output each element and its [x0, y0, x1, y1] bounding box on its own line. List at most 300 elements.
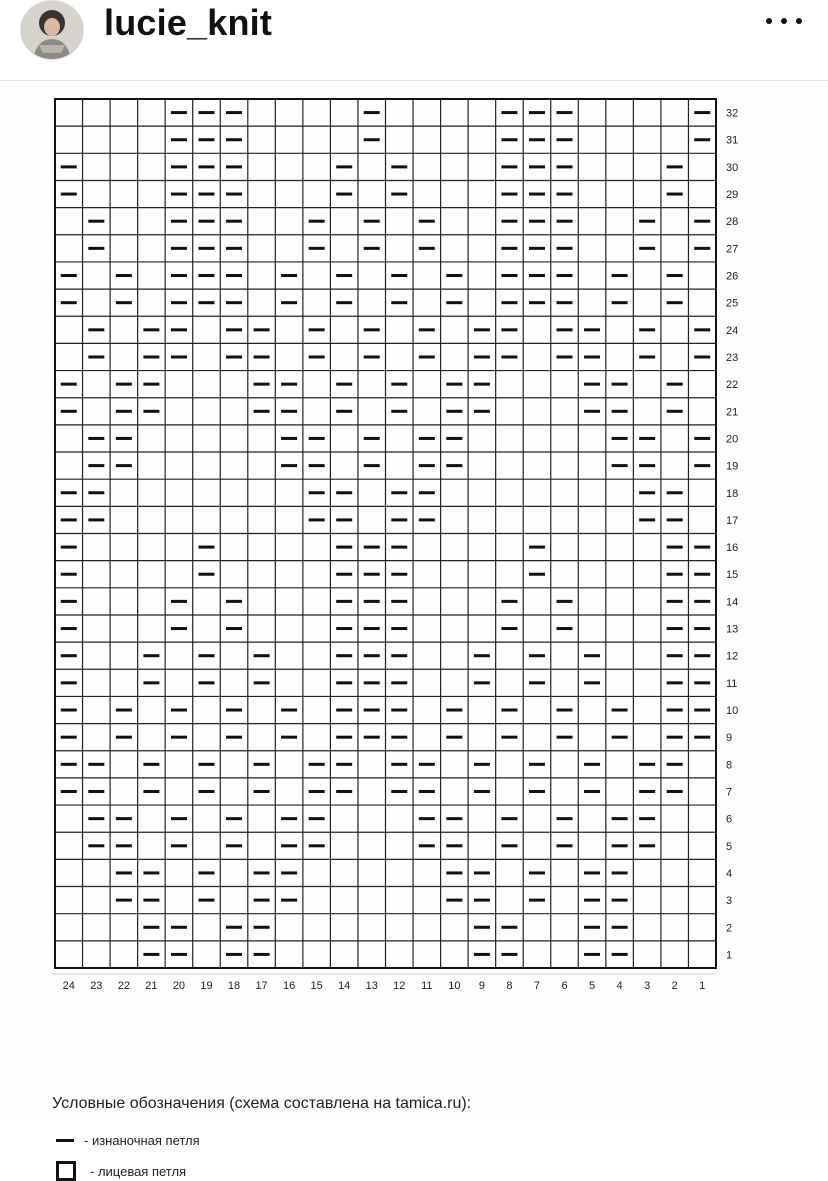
- purl-stitch-mark: [61, 193, 77, 196]
- purl-stitch-mark: [667, 681, 683, 684]
- legend-knit: [56, 1161, 186, 1181]
- purl-stitch-mark: [474, 410, 490, 413]
- purl-stitch-mark: [612, 437, 628, 440]
- purl-stitch-mark: [171, 165, 187, 168]
- purl-stitch-mark: [254, 899, 270, 902]
- purl-stitch-mark: [529, 654, 545, 657]
- avatar-image: [21, 1, 83, 59]
- purl-stitch-mark: [419, 790, 435, 793]
- purl-stitch-mark: [694, 247, 710, 250]
- purl-stitch-mark: [88, 464, 104, 467]
- purl-stitch-mark: [281, 899, 297, 902]
- purl-stitch-mark: [143, 383, 159, 386]
- purl-stitch-mark: [116, 383, 132, 386]
- purl-stitch-mark: [557, 817, 573, 820]
- purl-stitch-mark: [116, 899, 132, 902]
- purl-stitch-mark: [336, 193, 352, 196]
- purl-stitch-mark: [667, 709, 683, 712]
- column-label: 17: [255, 980, 268, 992]
- purl-stitch-mark: [254, 355, 270, 358]
- purl-stitch-mark: [446, 736, 462, 739]
- purl-stitch-mark: [309, 491, 325, 494]
- purl-stitch-mark: [501, 736, 517, 739]
- purl-stitch-mark: [557, 165, 573, 168]
- row-label: 27: [726, 243, 739, 256]
- purl-stitch-mark: [557, 736, 573, 739]
- purl-stitch-mark: [557, 355, 573, 358]
- row-label: 12: [726, 650, 739, 663]
- purl-stitch-mark: [501, 301, 517, 304]
- purl-stitch-mark: [584, 383, 600, 386]
- purl-stitch-mark: [694, 138, 710, 141]
- purl-stitch-mark: [309, 790, 325, 793]
- row-label: 7: [726, 786, 733, 799]
- purl-stitch-mark: [639, 220, 655, 223]
- purl-stitch-mark: [446, 709, 462, 712]
- purl-stitch-mark: [694, 709, 710, 712]
- legend-purl: [56, 1133, 200, 1148]
- purl-stitch-mark: [419, 437, 435, 440]
- purl-stitch-mark: [61, 546, 77, 549]
- purl-stitch-mark: [254, 681, 270, 684]
- column-label: 19: [200, 980, 213, 992]
- purl-stitch-mark: [171, 817, 187, 820]
- purl-stitch-mark: [391, 193, 407, 196]
- purl-stitch-mark: [88, 817, 104, 820]
- purl-stitch-mark: [226, 328, 242, 331]
- purl-stitch-mark: [171, 274, 187, 277]
- purl-stitch-mark: [198, 763, 214, 766]
- purl-stitch-mark: [336, 790, 352, 793]
- row-label: 20: [726, 433, 739, 446]
- purl-stitch-mark: [226, 247, 242, 250]
- purl-stitch-mark: [529, 681, 545, 684]
- purl-stitch-mark: [391, 654, 407, 657]
- purl-stitch-mark: [612, 817, 628, 820]
- purl-symbol-icon: [56, 1139, 74, 1142]
- row-label: 22: [726, 379, 739, 392]
- purl-stitch-mark: [281, 437, 297, 440]
- purl-stitch-mark: [584, 654, 600, 657]
- purl-stitch-mark: [529, 790, 545, 793]
- purl-stitch-mark: [364, 328, 380, 331]
- purl-stitch-mark: [364, 111, 380, 114]
- purl-stitch-mark: [198, 193, 214, 196]
- purl-stitch-mark: [364, 573, 380, 576]
- purl-stitch-mark: [419, 844, 435, 847]
- purl-stitch-mark: [88, 491, 104, 494]
- purl-stitch-mark: [501, 953, 517, 956]
- purl-stitch-mark: [501, 274, 517, 277]
- purl-stitch-mark: [639, 464, 655, 467]
- purl-stitch-mark: [391, 681, 407, 684]
- purl-stitch-mark: [309, 518, 325, 521]
- column-label: 3: [644, 980, 651, 992]
- purl-stitch-mark: [61, 790, 77, 793]
- purl-stitch-mark: [171, 301, 187, 304]
- purl-stitch-mark: [226, 600, 242, 603]
- purl-stitch-mark: [694, 573, 710, 576]
- purl-stitch-mark: [667, 491, 683, 494]
- purl-stitch-mark: [226, 844, 242, 847]
- purl-stitch-mark: [529, 111, 545, 114]
- purl-stitch-mark: [226, 736, 242, 739]
- purl-stitch-mark: [446, 410, 462, 413]
- purl-stitch-mark: [557, 274, 573, 277]
- purl-stitch-mark: [584, 681, 600, 684]
- purl-stitch-mark: [198, 111, 214, 114]
- purl-stitch-mark: [198, 899, 214, 902]
- column-label: 5: [589, 980, 596, 992]
- purl-stitch-mark: [612, 953, 628, 956]
- purl-stitch-mark: [143, 410, 159, 413]
- row-label: 21: [726, 406, 739, 419]
- purl-stitch-mark: [474, 790, 490, 793]
- purl-stitch-mark: [198, 654, 214, 657]
- purl-stitch-mark: [639, 518, 655, 521]
- purl-stitch-mark: [501, 138, 517, 141]
- purl-stitch-mark: [501, 844, 517, 847]
- purl-stitch-mark: [88, 518, 104, 521]
- purl-stitch-mark: [61, 600, 77, 603]
- purl-stitch-mark: [501, 355, 517, 358]
- purl-stitch-mark: [364, 138, 380, 141]
- purl-stitch-mark: [309, 220, 325, 223]
- purl-stitch-mark: [667, 193, 683, 196]
- purl-stitch-mark: [364, 437, 380, 440]
- purl-stitch-mark: [529, 871, 545, 874]
- purl-stitch-mark: [391, 763, 407, 766]
- purl-stitch-mark: [143, 871, 159, 874]
- column-label: 10: [448, 980, 461, 992]
- purl-stitch-mark: [226, 220, 242, 223]
- purl-stitch-mark: [88, 790, 104, 793]
- purl-stitch-mark: [446, 899, 462, 902]
- row-label: 31: [726, 134, 739, 147]
- purl-stitch-mark: [198, 790, 214, 793]
- purl-stitch-mark: [694, 355, 710, 358]
- purl-stitch-mark: [254, 383, 270, 386]
- purl-stitch-mark: [391, 790, 407, 793]
- purl-stitch-mark: [226, 274, 242, 277]
- purl-stitch-mark: [391, 274, 407, 277]
- purl-stitch-mark: [639, 763, 655, 766]
- purl-stitch-mark: [694, 437, 710, 440]
- purl-stitch-mark: [171, 247, 187, 250]
- purl-stitch-mark: [116, 709, 132, 712]
- purl-stitch-mark: [557, 627, 573, 630]
- purl-stitch-mark: [501, 193, 517, 196]
- purl-stitch-mark: [501, 817, 517, 820]
- purl-stitch-mark: [61, 681, 77, 684]
- purl-stitch-mark: [639, 328, 655, 331]
- purl-stitch-mark: [226, 953, 242, 956]
- purl-stitch-mark: [584, 763, 600, 766]
- purl-stitch-mark: [419, 518, 435, 521]
- purl-stitch-mark: [501, 926, 517, 929]
- row-label: 11: [726, 677, 738, 690]
- dot: [796, 18, 802, 24]
- purl-stitch-mark: [309, 817, 325, 820]
- purl-stitch-mark: [143, 681, 159, 684]
- purl-stitch-mark: [171, 926, 187, 929]
- row-label: 13: [726, 623, 739, 636]
- purl-stitch-mark: [88, 220, 104, 223]
- purl-stitch-mark: [584, 926, 600, 929]
- purl-stitch-mark: [143, 899, 159, 902]
- purl-stitch-mark: [419, 763, 435, 766]
- purl-stitch-mark: [254, 953, 270, 956]
- purl-stitch-mark: [171, 953, 187, 956]
- purl-stitch-mark: [694, 464, 710, 467]
- purl-stitch-mark: [529, 220, 545, 223]
- username[interactable]: lucie_knit: [104, 2, 273, 43]
- row-label: 14: [726, 596, 739, 609]
- purl-stitch-mark: [529, 899, 545, 902]
- purl-stitch-mark: [364, 546, 380, 549]
- purl-stitch-mark: [557, 328, 573, 331]
- purl-stitch-mark: [281, 871, 297, 874]
- purl-stitch-mark: [88, 355, 104, 358]
- purl-stitch-mark: [584, 410, 600, 413]
- purl-stitch-mark: [474, 681, 490, 684]
- row-label: 5: [726, 840, 733, 853]
- purl-stitch-mark: [391, 301, 407, 304]
- purl-stitch-mark: [694, 328, 710, 331]
- purl-stitch-mark: [198, 138, 214, 141]
- row-label: 30: [726, 161, 739, 174]
- purl-stitch-mark: [419, 355, 435, 358]
- purl-stitch-mark: [639, 247, 655, 250]
- purl-stitch-mark: [281, 736, 297, 739]
- purl-stitch-mark: [198, 681, 214, 684]
- purl-stitch-mark: [667, 274, 683, 277]
- purl-stitch-mark: [557, 709, 573, 712]
- purl-stitch-mark: [143, 763, 159, 766]
- purl-stitch-mark: [667, 763, 683, 766]
- column-label: 24: [62, 980, 75, 992]
- column-label: 21: [145, 980, 158, 992]
- purl-stitch-mark: [198, 871, 214, 874]
- purl-stitch-mark: [557, 844, 573, 847]
- purl-stitch-mark: [501, 328, 517, 331]
- purl-stitch-mark: [336, 301, 352, 304]
- purl-stitch-mark: [667, 600, 683, 603]
- purl-stitch-mark: [584, 328, 600, 331]
- legend-title: Условные обозначения (схема составлена на tamica.ru):: [52, 1095, 472, 1112]
- purl-stitch-mark: [116, 410, 132, 413]
- purl-stitch-mark: [667, 410, 683, 413]
- purl-stitch-mark: [529, 546, 545, 549]
- purl-stitch-mark: [474, 926, 490, 929]
- purl-stitch-mark: [364, 709, 380, 712]
- purl-stitch-mark: [612, 871, 628, 874]
- purl-stitch-mark: [336, 600, 352, 603]
- purl-stitch-mark: [281, 383, 297, 386]
- purl-stitch-mark: [309, 328, 325, 331]
- purl-stitch-mark: [336, 383, 352, 386]
- purl-stitch-mark: [694, 546, 710, 549]
- purl-stitch-mark: [501, 165, 517, 168]
- purl-stitch-mark: [667, 573, 683, 576]
- purl-stitch-mark: [61, 491, 77, 494]
- purl-stitch-mark: [226, 817, 242, 820]
- purl-stitch-mark: [612, 844, 628, 847]
- purl-stitch-mark: [226, 301, 242, 304]
- purl-stitch-mark: [529, 247, 545, 250]
- legend-purl-label: - изнаночная петля: [84, 1133, 200, 1148]
- dot: [781, 18, 787, 24]
- purl-stitch-mark: [336, 709, 352, 712]
- purl-stitch-mark: [61, 410, 77, 413]
- purl-stitch-mark: [143, 790, 159, 793]
- purl-stitch-mark: [198, 546, 214, 549]
- purl-stitch-mark: [226, 165, 242, 168]
- purl-stitch-mark: [336, 274, 352, 277]
- dot: [766, 18, 772, 24]
- purl-stitch-mark: [281, 844, 297, 847]
- purl-stitch-mark: [529, 573, 545, 576]
- purl-stitch-mark: [171, 600, 187, 603]
- purl-stitch-mark: [309, 355, 325, 358]
- purl-stitch-mark: [281, 709, 297, 712]
- purl-stitch-mark: [667, 383, 683, 386]
- knitting-chart: [0, 81, 828, 1115]
- purl-stitch-mark: [336, 736, 352, 739]
- post-image[interactable]: [0, 81, 828, 1179]
- purl-stitch-mark: [529, 301, 545, 304]
- purl-stitch-mark: [171, 709, 187, 712]
- purl-stitch-mark: [116, 871, 132, 874]
- purl-stitch-mark: [391, 600, 407, 603]
- purl-stitch-mark: [584, 871, 600, 874]
- row-label: 8: [726, 759, 733, 772]
- purl-stitch-mark: [557, 138, 573, 141]
- purl-stitch-mark: [226, 138, 242, 141]
- purl-stitch-mark: [612, 736, 628, 739]
- row-label: 10: [726, 705, 739, 718]
- purl-stitch-mark: [419, 247, 435, 250]
- row-label: 18: [726, 487, 739, 500]
- purl-stitch-mark: [116, 437, 132, 440]
- purl-stitch-mark: [336, 763, 352, 766]
- purl-stitch-mark: [529, 193, 545, 196]
- purl-stitch-mark: [143, 926, 159, 929]
- purl-stitch-mark: [309, 844, 325, 847]
- purl-stitch-mark: [88, 247, 104, 250]
- purl-stitch-mark: [419, 464, 435, 467]
- purl-stitch-mark: [336, 681, 352, 684]
- purl-stitch-mark: [171, 328, 187, 331]
- column-label: 12: [393, 980, 406, 992]
- row-label: 6: [726, 813, 733, 826]
- purl-stitch-mark: [309, 763, 325, 766]
- purl-stitch-mark: [391, 573, 407, 576]
- purl-stitch-mark: [116, 301, 132, 304]
- column-label: 22: [117, 980, 130, 992]
- purl-stitch-mark: [501, 220, 517, 223]
- purl-stitch-mark: [364, 600, 380, 603]
- purl-stitch-mark: [364, 627, 380, 630]
- column-label: 23: [90, 980, 103, 992]
- purl-stitch-mark: [143, 953, 159, 956]
- purl-stitch-mark: [557, 220, 573, 223]
- purl-stitch-mark: [116, 464, 132, 467]
- column-label: 11: [421, 980, 433, 992]
- more-horizontal-icon[interactable]: [766, 6, 802, 36]
- column-label: 6: [561, 980, 568, 992]
- purl-stitch-mark: [557, 301, 573, 304]
- purl-stitch-mark: [474, 763, 490, 766]
- row-label: 15: [726, 569, 739, 582]
- purl-stitch-mark: [612, 410, 628, 413]
- purl-stitch-mark: [612, 464, 628, 467]
- purl-stitch-mark: [391, 165, 407, 168]
- purl-stitch-mark: [474, 654, 490, 657]
- purl-stitch-mark: [557, 193, 573, 196]
- row-label: 9: [726, 732, 733, 745]
- purl-stitch-mark: [501, 247, 517, 250]
- purl-stitch-mark: [474, 899, 490, 902]
- purl-stitch-mark: [391, 410, 407, 413]
- knit-symbol-icon: [56, 1161, 76, 1181]
- purl-stitch-mark: [639, 844, 655, 847]
- row-label: 25: [726, 297, 739, 310]
- purl-stitch-mark: [584, 953, 600, 956]
- purl-stitch-mark: [143, 654, 159, 657]
- purl-stitch-mark: [639, 817, 655, 820]
- purl-stitch-mark: [584, 790, 600, 793]
- purl-stitch-mark: [474, 953, 490, 956]
- profile-avatar-icon[interactable]: [20, 0, 84, 60]
- purl-stitch-mark: [171, 844, 187, 847]
- purl-stitch-mark: [557, 111, 573, 114]
- purl-stitch-mark: [391, 518, 407, 521]
- purl-stitch-mark: [226, 627, 242, 630]
- row-label: 24: [726, 324, 739, 337]
- column-label: 18: [227, 980, 241, 992]
- purl-stitch-mark: [281, 817, 297, 820]
- column-label: 8: [506, 980, 513, 992]
- purl-stitch-mark: [529, 165, 545, 168]
- purl-stitch-mark: [88, 437, 104, 440]
- purl-stitch-mark: [336, 410, 352, 413]
- purl-stitch-mark: [474, 328, 490, 331]
- column-label: 13: [365, 980, 378, 992]
- purl-stitch-mark: [88, 328, 104, 331]
- purl-stitch-mark: [171, 736, 187, 739]
- row-label: 2: [726, 922, 733, 935]
- row-label: 26: [726, 270, 739, 283]
- purl-stitch-mark: [529, 274, 545, 277]
- purl-stitch-mark: [639, 491, 655, 494]
- purl-stitch-mark: [391, 383, 407, 386]
- column-label: 15: [310, 980, 323, 992]
- row-label: 19: [726, 460, 739, 473]
- purl-stitch-mark: [391, 709, 407, 712]
- row-label: 16: [726, 542, 739, 555]
- purl-stitch-mark: [336, 654, 352, 657]
- purl-stitch-mark: [336, 518, 352, 521]
- purl-stitch-mark: [612, 274, 628, 277]
- purl-stitch-mark: [694, 736, 710, 739]
- purl-stitch-mark: [254, 328, 270, 331]
- legend-knit-label: - лицевая петля: [90, 1163, 187, 1179]
- purl-stitch-mark: [639, 355, 655, 358]
- purl-stitch-mark: [364, 247, 380, 250]
- purl-stitch-mark: [116, 844, 132, 847]
- purl-stitch-mark: [501, 111, 517, 114]
